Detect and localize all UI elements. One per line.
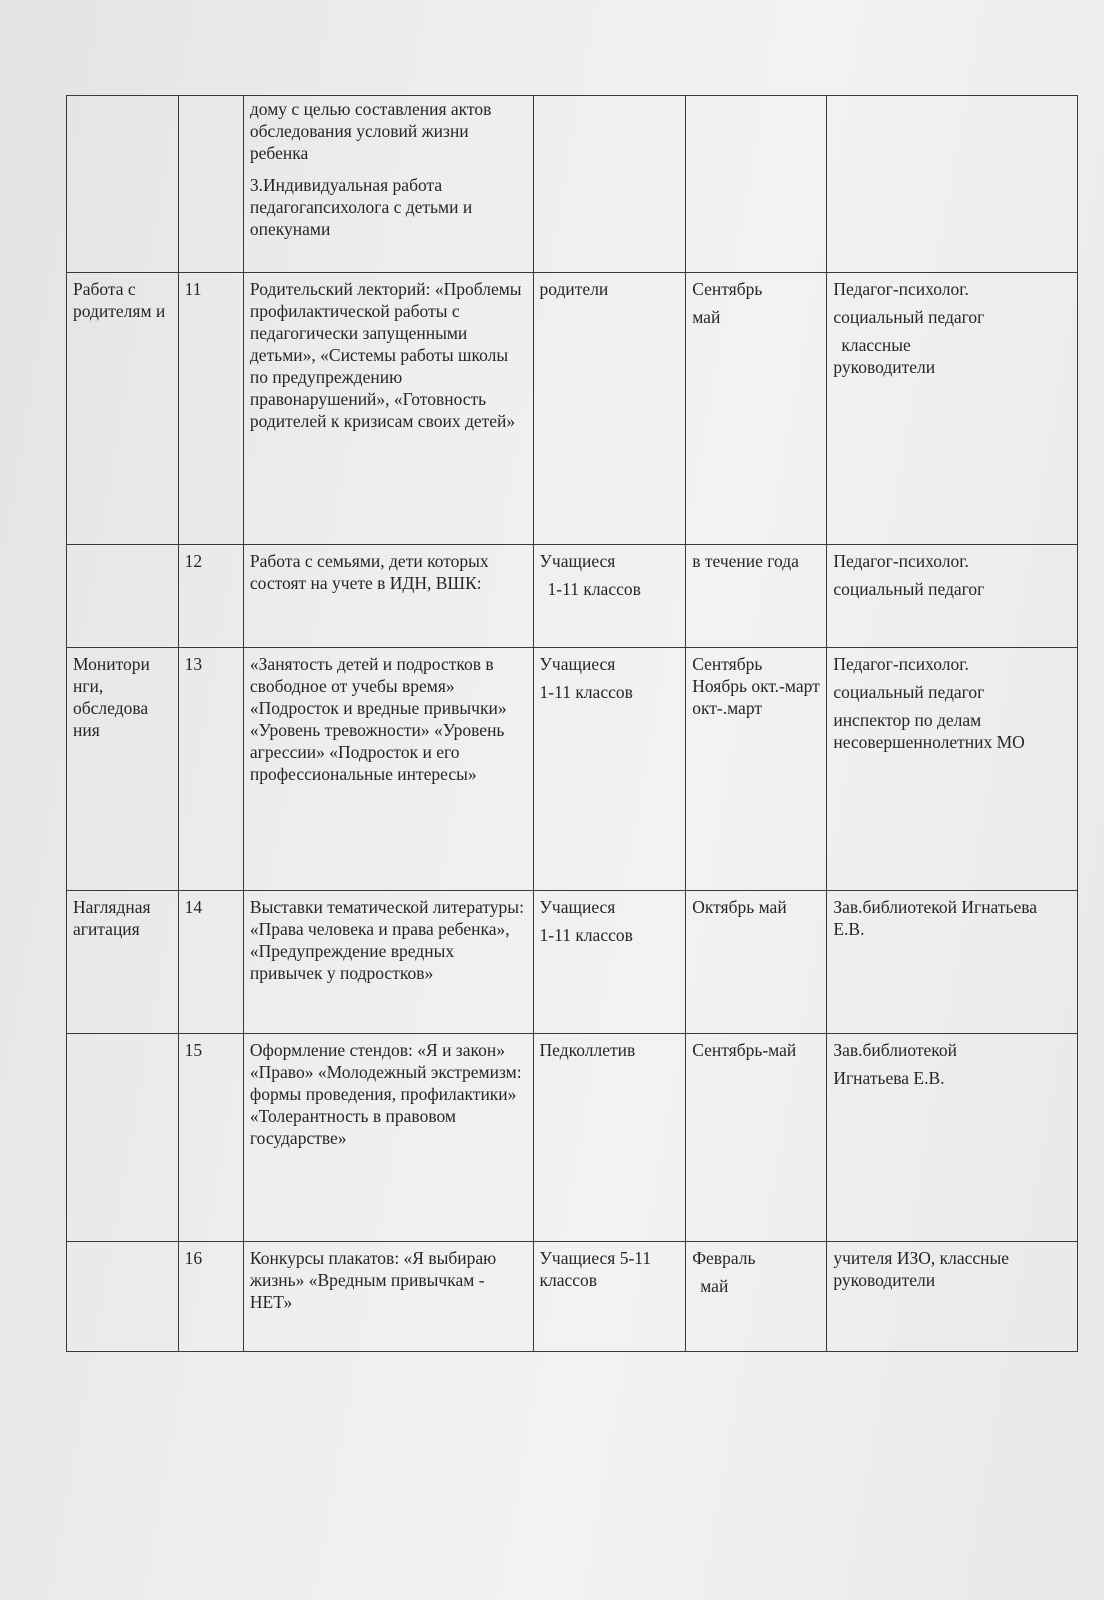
number-cell: 11 <box>178 273 243 545</box>
section-cell: Наглядная агитация <box>67 891 179 1034</box>
responsible-cell <box>827 273 1078 545</box>
timing-text: Сентябрь Ноябрь окт.-март окт-.март <box>692 654 820 718</box>
activity-text: Родительский лекторий: «Проблемы профилактической работы с педагогически запущенными детьми», «Системы работы школы по предупреждению правонарушений», «Готовность родителей к кризисам своих детей» <box>249 279 522 431</box>
participants-cell <box>533 1242 686 1352</box>
number-cell: 12 <box>178 545 243 648</box>
responsible-text: Педагог-психолог. <box>833 654 969 674</box>
activity-text: Конкурсы плакатов: «Я выбираю жизнь» «Вредным привычкам - НЕТ» <box>249 1248 497 1312</box>
activity-cell <box>243 545 533 648</box>
participants-cell <box>533 1034 686 1242</box>
responsible-text: социальный педагог <box>833 579 985 599</box>
participants-text: Учащиеся 5-11 классов <box>539 1248 652 1290</box>
activity-cell <box>243 1242 533 1352</box>
timing-cell <box>686 1242 827 1352</box>
responsible-cell <box>827 545 1078 648</box>
timing-cell <box>686 1034 827 1242</box>
responsible-text: социальный педагог <box>833 307 985 327</box>
number-cell <box>178 96 243 273</box>
participants-text: Педколлетив <box>539 1040 636 1060</box>
activity-text: «Занятость детей и подростков в свободное от учебы время» «Подросток и вредные привычки» «Уровень тревожности» «Уровень агрессии» «Подросток и его профессиональные интересы» <box>249 654 507 784</box>
responsible-cell <box>827 648 1078 891</box>
number-cell: 16 <box>178 1242 243 1352</box>
participants-cell <box>533 273 686 545</box>
plan-table <box>66 95 1078 1352</box>
table-row <box>67 648 1078 891</box>
activity-text: Оформление стендов: «Я и закон» «Право» «Молодежный экстремизм: формы проведения, профилактики» «Толерантность в правовом государстве» <box>249 1040 522 1148</box>
participants-text: 1-11 классов <box>547 579 641 599</box>
number-cell: 13 <box>178 648 243 891</box>
participants-cell <box>533 96 686 273</box>
section-cell: Работа с родителям и <box>67 273 179 545</box>
timing-text: май <box>700 1276 729 1296</box>
activity-text: Работа с семьями, дети которых состоят на учете в ИДН, ВШК: <box>249 551 489 593</box>
participants-text: Учащиеся <box>539 897 616 917</box>
participants-text: 1-11 классов <box>539 925 633 945</box>
table-row <box>67 1034 1078 1242</box>
activity-cell <box>243 891 533 1034</box>
table-row <box>67 1242 1078 1352</box>
number-cell: 15 <box>178 1034 243 1242</box>
section-cell <box>67 545 179 648</box>
participants-text: 1-11 классов <box>539 682 633 702</box>
table-row <box>67 891 1078 1034</box>
timing-cell <box>686 648 827 891</box>
responsible-text: Педагог-психолог. <box>833 279 969 299</box>
responsible-text: руководители <box>833 357 936 377</box>
participants-cell <box>533 891 686 1034</box>
responsible-text: Зав.библиотекой Игнатьева Е.В. <box>833 897 1038 939</box>
participants-cell <box>533 545 686 648</box>
activity-cell <box>243 273 533 545</box>
table-row <box>67 273 1078 545</box>
timing-text: Сентябрь-май <box>692 1040 797 1060</box>
responsible-cell <box>827 1242 1078 1352</box>
timing-cell <box>686 545 827 648</box>
responsible-cell <box>827 1034 1078 1242</box>
responsible-text: Игнатьева Е.В. <box>833 1068 945 1088</box>
activity-text: 3.Индивидуальная работа педагогапсихолога с детьми и опекунами <box>249 175 473 239</box>
timing-text: Февраль <box>692 1248 756 1268</box>
activity-cell <box>243 648 533 891</box>
timing-cell <box>686 273 827 545</box>
section-cell <box>67 1034 179 1242</box>
section-cell: Монитори нги, обследова ния <box>67 648 179 891</box>
timing-text: Октябрь май <box>692 897 787 917</box>
timing-text: Сентябрь <box>692 279 763 299</box>
section-cell <box>67 1242 179 1352</box>
activity-cell <box>243 1034 533 1242</box>
activity-text: Выставки тематической литературы: «Права человека и права ребенка», «Предупреждение вредных привычек у подростков» <box>249 897 524 983</box>
table-row <box>67 545 1078 648</box>
number-cell: 14 <box>178 891 243 1034</box>
responsible-text: Зав.библиотекой <box>833 1040 957 1060</box>
responsible-text: инспектор по делам несовершеннолетних МО <box>833 710 1025 752</box>
participants-text: Учащиеся <box>539 551 616 571</box>
responsible-text: классные <box>841 335 911 355</box>
responsible-cell <box>827 96 1078 273</box>
responsible-text: Педагог-психолог. <box>833 551 969 571</box>
timing-text: в течение года <box>692 551 799 571</box>
participants-text: Учащиеся <box>539 654 616 674</box>
table-row <box>67 96 1078 273</box>
timing-cell <box>686 891 827 1034</box>
participants-cell <box>533 648 686 891</box>
participants-text: родители <box>539 279 609 299</box>
activity-cell <box>243 96 533 273</box>
responsible-cell <box>827 891 1078 1034</box>
activity-text: дому с целью составления актов обследования условий жизни ребенка <box>249 99 492 163</box>
timing-cell <box>686 96 827 273</box>
section-cell <box>67 96 179 273</box>
timing-text: май <box>692 307 721 327</box>
responsible-text: социальный педагог <box>833 682 985 702</box>
responsible-text: учителя ИЗО, классные руководители <box>833 1248 1010 1290</box>
